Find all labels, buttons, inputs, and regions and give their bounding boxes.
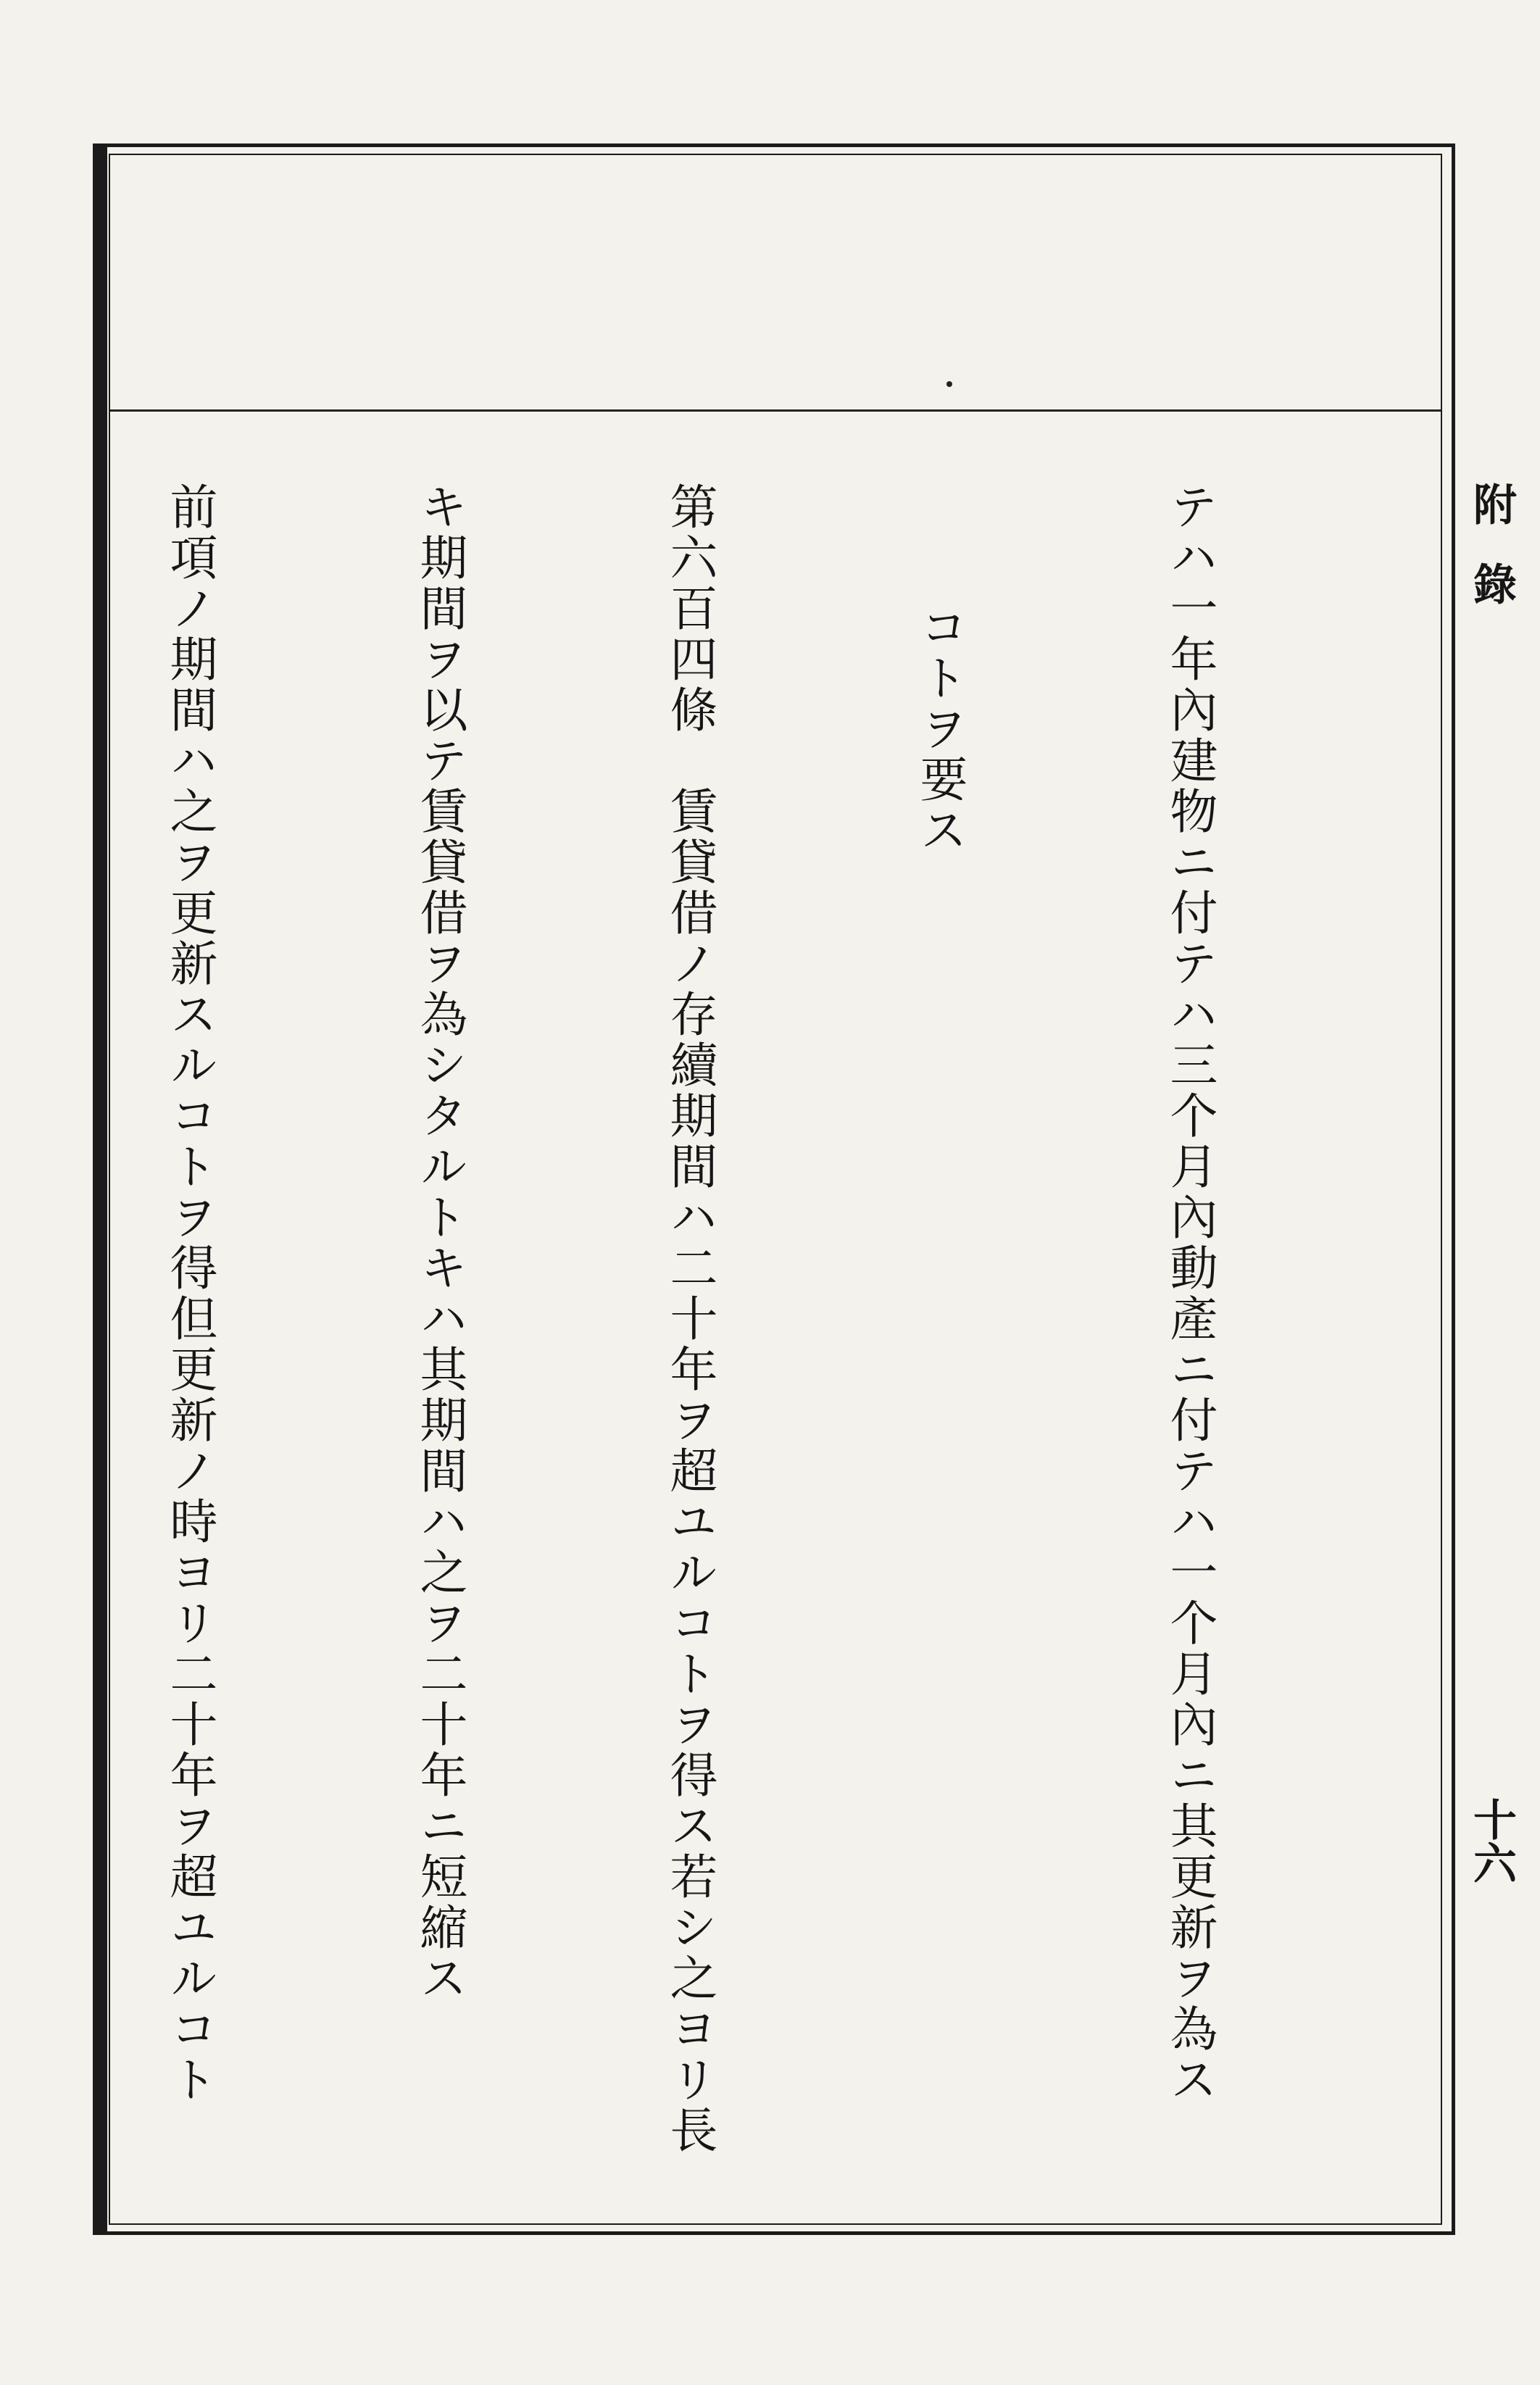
- running-header: 附錄: [1466, 482, 1517, 641]
- page-number: 十六: [1466, 1797, 1517, 1884]
- text-column: キ期間ヲ以テ賃貸借ヲ為シタルトキハ其期間ハ之ヲ二十年ニ短縮ス: [412, 482, 467, 2004]
- ink-dot: [946, 381, 952, 387]
- article-604: 第六百四條 賃貸借ノ存續期間ハ二十年ヲ超ユルコトヲ得ス若シ之ヨリ長: [662, 482, 717, 2156]
- header-rule: [110, 409, 1441, 412]
- body-text: [93, 482, 1398, 2178]
- text-column: コトヲ要ス: [912, 602, 967, 856]
- text-column: テハ一年內建物ニ付テハ三个月內動產ニ付テハ一个月內ニ其更新ヲ為ス: [1162, 482, 1218, 2105]
- text-column: 前項ノ期間ハ之ヲ更新スルコトヲ得但更新ノ時ヨリ二十年ヲ超ユルコト: [162, 482, 217, 2105]
